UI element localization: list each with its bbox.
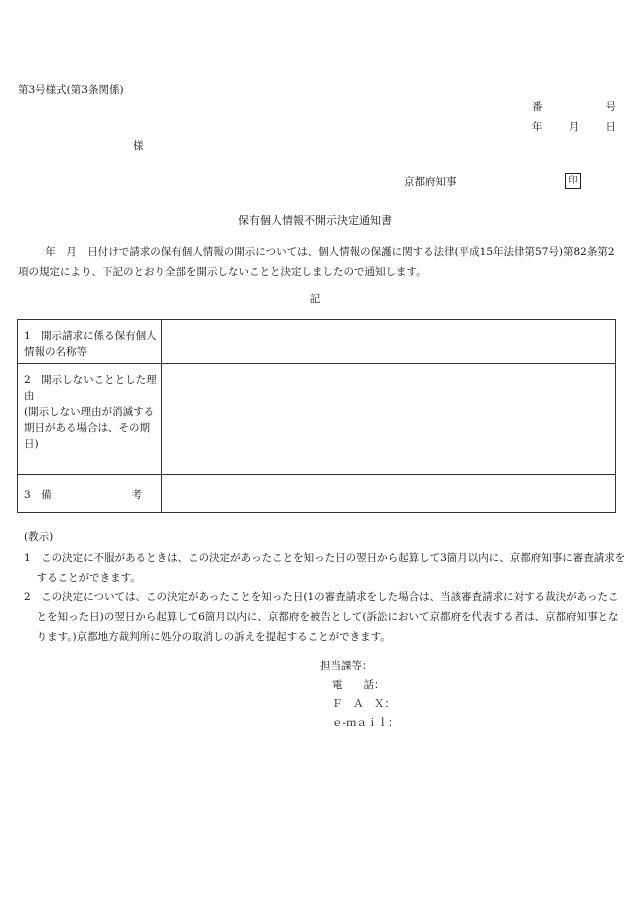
year-label: 年 xyxy=(532,121,543,133)
form-number-label: 第3号様式(第3条関係) xyxy=(18,84,124,96)
contact-fax: Ｆ Ａ Ｘ： xyxy=(332,698,395,710)
table-row xyxy=(18,364,616,475)
day-label: 日 xyxy=(605,121,616,133)
seal-mark: 印 xyxy=(565,173,581,189)
ki-heading: 記 xyxy=(309,293,321,305)
instruction-item-2: 2 この決定については、この決定があったことを知った日(1の審査請求をした場合は、当該審査請求に対する裁決があったことを知った日)の翌日から起算して6箇月以内に、京都府を被告として(訴訟において京都府を代表する者は、京都府知事となります。)京都地方裁判所に処分の取消しの訴えを提起することができます。 xyxy=(24,591,619,643)
remarks-label-end: 考 xyxy=(131,489,142,501)
instruction-item-1: 1 この決定に不服があるときは、この決定があったことを知った日の翌日から起算して3箇月以内に、京都府知事に審査請求をすることができます。 xyxy=(24,552,626,584)
remarks-label xyxy=(24,483,142,503)
row2-label: 2 開示しないこととした理由 (開示しない理由が消滅する期日がある場合は、その期日) xyxy=(18,364,162,475)
issuer-name: 京都府知事 xyxy=(404,176,457,188)
disclosure-info-table xyxy=(17,319,616,513)
contact-email: ｅ-ｍａｉｌ： xyxy=(332,717,399,729)
number-suffix: 号 xyxy=(605,101,616,113)
instruction-heading: (教示) xyxy=(24,531,54,543)
recipient-honorific: 様 xyxy=(133,140,144,152)
month-label: 月 xyxy=(568,121,580,133)
notice-body: 年 月 日付けで請求の保有個人情報の開示については、個人情報の保護に関する法律(平成15年法律第57号)第82条第2項の規定により、下記のとおり全部を開示しないことと決定しましたので通知します。 xyxy=(18,246,615,278)
row1-label: 1 開示請求に係る保有個人情報の名称等 xyxy=(18,320,162,364)
contact-block xyxy=(320,657,399,733)
contact-dept: 担当課等： xyxy=(320,660,373,672)
row3-label xyxy=(18,475,162,513)
table-row xyxy=(18,320,616,364)
number-label: 番 xyxy=(532,101,543,113)
document-title: 保有個人情報不開示決定通知書 xyxy=(238,214,392,227)
row2-value xyxy=(162,364,616,475)
contact-tel: 電 話： xyxy=(332,679,385,691)
table-row xyxy=(18,475,616,513)
remarks-label-start: 3 備 xyxy=(24,489,52,501)
row1-value xyxy=(162,320,616,364)
row3-value xyxy=(162,475,616,513)
date-row xyxy=(532,120,616,134)
document-number-row xyxy=(532,100,616,114)
